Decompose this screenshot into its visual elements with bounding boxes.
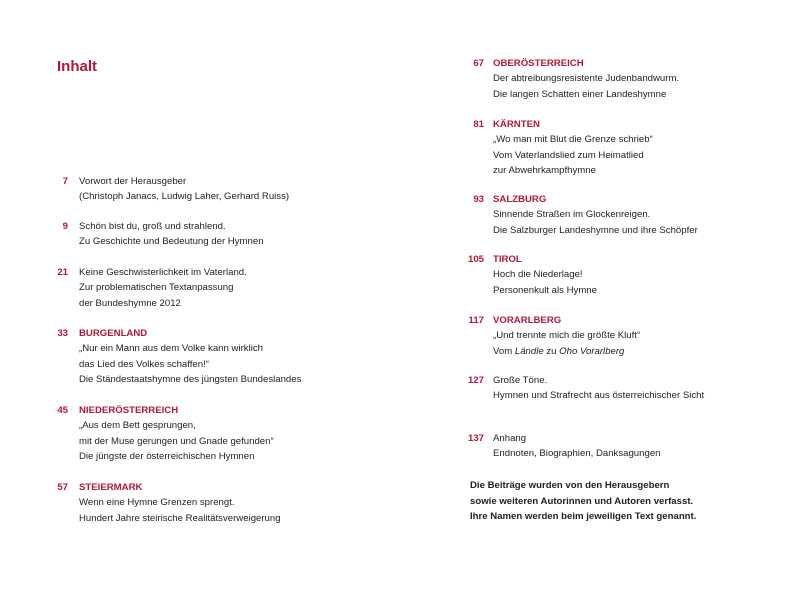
page-title: Inhalt — [57, 58, 97, 75]
entry-line: Personenkult als Hymne — [493, 284, 597, 296]
entry-line: Hoch die Niederlage! — [493, 269, 583, 281]
right-page — [395, 0, 789, 600]
entry-line: Vom Vaterlandslied zum Heimatlied — [493, 149, 644, 161]
left-page — [0, 0, 394, 600]
entry-line: Zur problematischen Textanpassung — [79, 282, 234, 294]
page-number: 33 — [57, 328, 68, 339]
entry-line: Zu Geschichte und Bedeutung der Hymnen — [79, 236, 264, 248]
authors-note — [470, 478, 696, 525]
note-line: sowie weiteren Autorinnen und Autoren verfasst. — [470, 495, 694, 507]
entry-line: Hymnen und Strafrecht aus österreichischer Sicht — [493, 390, 705, 402]
region-heading: STEIERMARK — [79, 482, 143, 493]
entry-line: Die jüngste der österreichischen Hymnen — [79, 451, 255, 463]
entry-line: Hundert Jahre steirische Realitätsverweigerung — [79, 512, 281, 524]
entry-line: zur Abwehrkampfhymne — [493, 165, 596, 177]
region-heading: NIEDERÖSTERREICH — [79, 405, 179, 416]
region-heading: VORARLBERG — [493, 315, 562, 326]
page-number: 7 — [62, 176, 68, 187]
page-number: 127 — [467, 375, 484, 386]
region-heading: BURGENLAND — [79, 328, 148, 339]
page-number: 9 — [62, 221, 68, 232]
entry-line: Große Töne. — [493, 375, 548, 386]
region-heading: KÄRNTEN — [493, 119, 540, 130]
entry-line — [493, 344, 783, 359]
region-heading: OBERÖSTERREICH — [493, 58, 584, 69]
entry-text-italic: Ländle — [514, 345, 544, 357]
entry-line: Die Salzburger Landeshymne und ihre Schöpfer — [493, 224, 698, 236]
page-number: 45 — [57, 405, 68, 416]
note-line: Die Beiträge wurden von den Herausgebern — [470, 480, 670, 491]
page-number: 105 — [467, 254, 484, 265]
note-line: Ihre Namen werden beim jeweiligen Text genannt. — [470, 511, 697, 523]
entry-line: Endnoten, Biographien, Danksagungen — [493, 448, 661, 460]
entry-text-italic: Oho Vorarlberg — [559, 345, 625, 357]
entry-line: mit der Muse gerungen und Gnade gefunden“ — [79, 435, 274, 447]
entry-line: Vorwort der Herausgeber — [79, 176, 187, 187]
entry-line: Sinnende Straßen im Glockenreigen. — [493, 209, 651, 221]
entry-line: der Bundeshymne 2012 — [79, 297, 181, 309]
entry-text: zu — [543, 345, 560, 357]
entry-text: Vom — [493, 345, 515, 357]
entry-line: Wenn eine Hymne Grenzen sprengt. — [79, 497, 235, 509]
entry-line: Die Ständestaatshymne des jüngsten Bundeslandes — [79, 374, 302, 386]
entry-line: „Wo man mit Blut die Grenze schrieb“ — [493, 134, 653, 146]
entry-line: das Lied des Volkes schaffen!“ — [79, 358, 209, 370]
region-heading: TIROL — [493, 254, 522, 265]
page-number: 57 — [57, 482, 68, 493]
entry-line: Schön bist du, groß und strahlend. — [79, 221, 226, 232]
page-number: 21 — [57, 267, 68, 278]
entry-line: Keine Geschwisterlichkeit im Vaterland. — [79, 267, 247, 278]
entry-line: „Nur ein Mann aus dem Volke kann wirklich — [79, 343, 263, 355]
entry-line: Der abtreibungsresistente Judenbandwurm. — [493, 73, 680, 85]
entry-line: Anhang — [493, 433, 527, 444]
region-heading: SALZBURG — [493, 194, 547, 205]
entry-line: (Christoph Janacs, Ludwig Laher, Gerhard Ruiss) — [79, 191, 290, 203]
entry-line: Die langen Schatten einer Landeshymne — [493, 88, 667, 100]
entry-line: „Und trennte mich die größte Kluft“ — [493, 330, 641, 342]
page-number: 93 — [473, 194, 484, 205]
entry-line: „Aus dem Bett gesprungen, — [79, 420, 196, 432]
page-number: 137 — [467, 433, 484, 444]
page-number: 81 — [473, 119, 484, 130]
page-number: 117 — [468, 315, 484, 326]
page-number: 67 — [473, 58, 484, 69]
